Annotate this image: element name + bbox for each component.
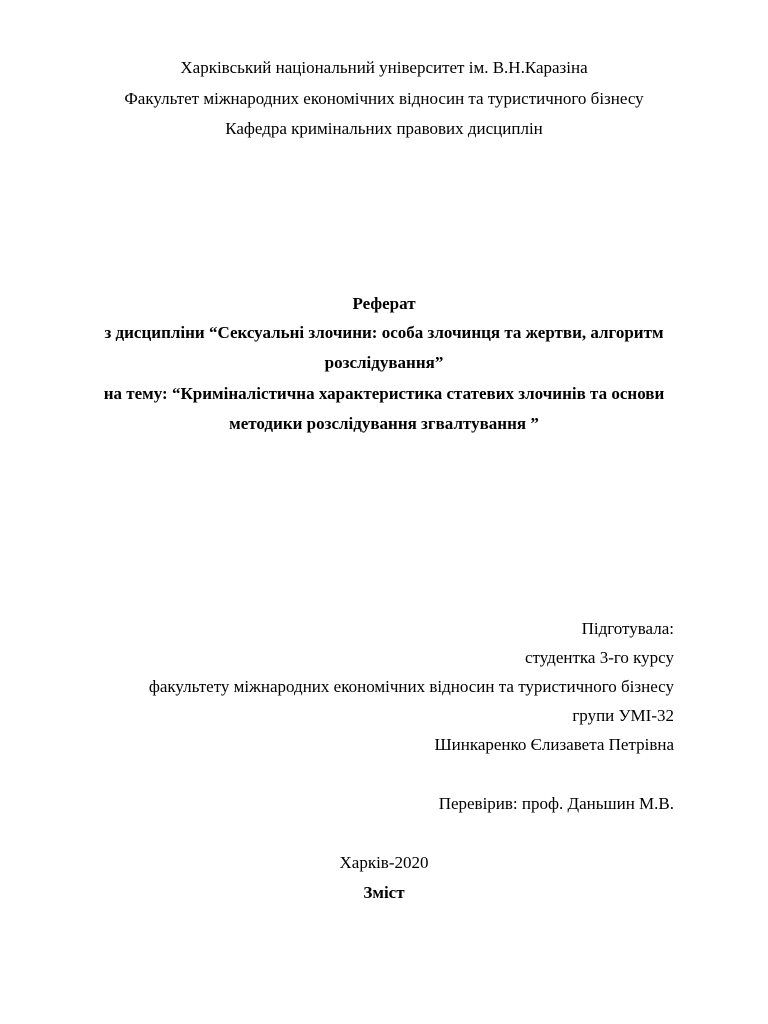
university-name: Харківський національний університет ім. В.Н.Каразіна [180,58,588,77]
topic-line-2: методики розслідування згвалтування ” [229,414,539,433]
contents-heading: Зміст [363,883,405,902]
document-type: Реферат [352,294,416,313]
prepared-by-label: Підготувала: [581,619,674,638]
reviewer: Перевірив: проф. Даньшин М.В. [438,794,674,813]
author-name: Шинкаренко Єлизавета Петрівна [434,735,674,754]
topic-line-1: на тему: “Криміналістична характеристика статевих злочинів та основи [103,384,665,403]
student-group: групи УМІ-32 [572,706,674,725]
discipline-line-1: з дисципліни “Сексуальні злочини: особа злочинця та жертви, алгоритм [104,323,664,342]
department-name: Кафедра кримінальних правових дисциплін [225,119,543,138]
student-course: студентка 3-го курсу [525,648,674,667]
faculty-name: Факультет міжнародних економічних відносин та туристичного бізнесу [124,89,644,108]
discipline-line-2: розслідування” [324,353,444,372]
student-faculty: факультету міжнародних економічних відносин та туристичного бізнесу [148,677,674,696]
city-year: Харків-2020 [339,853,429,872]
